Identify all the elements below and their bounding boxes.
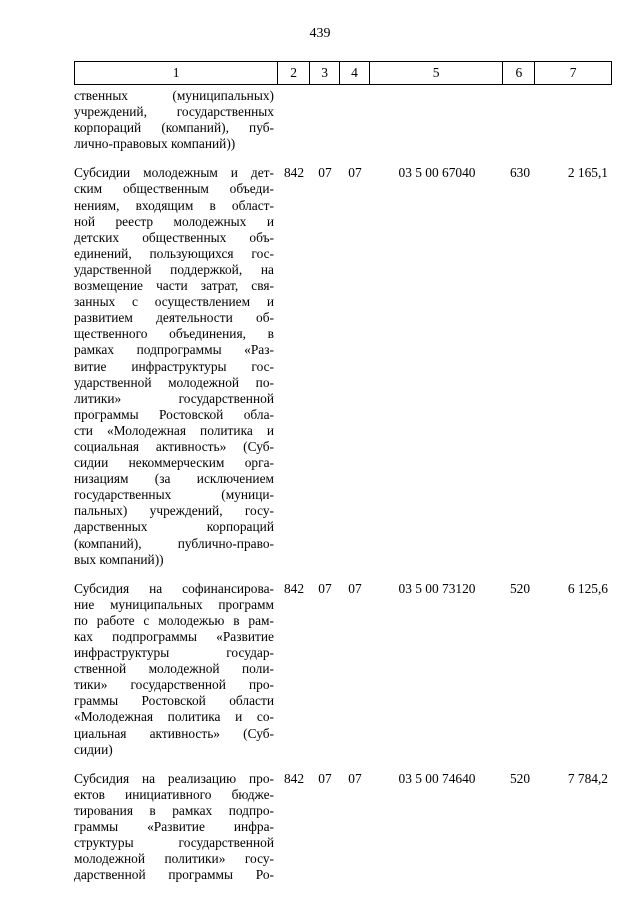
row-subsection-code (340, 88, 370, 152)
header-col-5: 5 (370, 62, 504, 84)
description-line: занных с осуществлением и (74, 294, 274, 310)
description-line: программы Ростовской обла- (74, 406, 274, 422)
row-description (74, 165, 278, 567)
row-target-code: 03 5 00 73120 (398, 580, 476, 596)
description-line: нениям, входящим в област- (74, 197, 274, 213)
row-expense-type: 520 (509, 770, 531, 786)
description-line: сти «Молодежная политика и (74, 422, 274, 438)
header-col-4: 4 (340, 62, 370, 84)
description-line: ским общественным объеди- (74, 181, 274, 197)
description-line: по работе с молодежью в рам- (74, 612, 274, 628)
description-line: ударственной молодежной по- (74, 374, 274, 390)
row-ministry-code (278, 88, 310, 152)
row-section-code: 07 (318, 580, 332, 596)
row-section-code: 07 (318, 165, 332, 181)
description-line: граммы «Развитие инфра- (74, 819, 274, 835)
header-col-2: 2 (278, 62, 310, 84)
description-line: пальных) учреждений, госу- (74, 503, 274, 519)
row-expense-type (504, 88, 536, 152)
description-line: ние муниципальных программ (74, 596, 274, 612)
description-line: витие инфраструктуры гос- (74, 358, 274, 374)
row-target-code: 03 5 00 74640 (398, 770, 476, 786)
description-line: вых компаний)) (74, 551, 164, 567)
row-section-code (310, 88, 340, 152)
table-row (74, 88, 612, 152)
description-line: структуры государственной (74, 835, 274, 851)
table-row (74, 771, 612, 884)
row-ministry-code: 842 (283, 770, 305, 786)
row-amount: 7 784,2 (567, 770, 608, 786)
description-line: (компаний), публично-право- (74, 535, 274, 551)
row-subsection-code: 07 (348, 770, 362, 786)
row-target-code (370, 88, 504, 152)
description-line: ектов инициативного бюдже- (74, 786, 274, 802)
description-line: циальная активность» (Суб- (74, 725, 274, 741)
description-line: развитием деятельности об- (74, 310, 274, 326)
header-col-6: 6 (503, 62, 535, 84)
row-target-code: 03 5 00 67040 (398, 165, 476, 181)
header-col-1: 1 (75, 62, 278, 84)
header-col-7: 7 (569, 65, 577, 80)
row-expense-type: 520 (509, 580, 531, 596)
description-line: сидии) (74, 741, 113, 757)
row-expense-type: 630 (509, 165, 531, 181)
description-line: «Молодежная политика и со- (74, 709, 274, 725)
description-line: тики» государственной про- (74, 677, 274, 693)
description-line: детских общественных объ- (74, 229, 274, 245)
table-row (74, 165, 612, 567)
description-line: дарственных корпораций (74, 519, 274, 535)
description-line: государственных (муници- (74, 487, 274, 503)
row-description (74, 88, 278, 152)
row-ministry-code: 842 (283, 165, 305, 181)
description-line: щественного объединения, в (74, 326, 274, 342)
description-line: дарственной программы Ро- (74, 867, 274, 883)
description-line: учреждений, государственных (74, 104, 274, 120)
header-col-3: 3 (310, 62, 340, 84)
description-line: лично-правовых компаний)) (74, 136, 236, 152)
row-section-code: 07 (318, 770, 332, 786)
description-line: единений, пользующихся гос- (74, 245, 274, 261)
description-line: литики» государственной (74, 390, 274, 406)
row-description (74, 581, 278, 758)
description-line: Субсидии молодежным и дет- (74, 165, 274, 181)
description-line: ной реестр молодежных и (74, 213, 274, 229)
table-body (74, 88, 612, 883)
description-line: низациям (за исключением (74, 471, 274, 487)
row-subsection-code: 07 (348, 580, 362, 596)
row-amount: 2 165,1 (567, 165, 608, 181)
description-line: ударственной поддержкой, на (74, 261, 274, 277)
description-line: ственной молодежной поли- (74, 661, 274, 677)
description-line: молодежной политики» госу- (74, 851, 274, 867)
table-row (74, 581, 612, 758)
description-line: инфраструктуры государ- (74, 645, 274, 661)
page-number: 439 (309, 26, 331, 41)
description-line: Субсидия на реализацию про- (74, 770, 274, 786)
description-line: граммы Ростовской области (74, 693, 274, 709)
row-amount: 6 125,6 (567, 580, 608, 596)
row-ministry-code: 842 (283, 580, 305, 596)
description-line: ственных (муниципальных) (74, 88, 274, 103)
description-line: рамках подпрограммы «Раз- (74, 342, 274, 358)
row-description (74, 771, 278, 884)
description-line: тирования в рамках подпро- (74, 802, 274, 818)
description-line: возмещение части затрат, свя- (74, 278, 274, 294)
row-subsection-code: 07 (348, 165, 362, 181)
description-line: корпораций (компаний), пуб- (74, 120, 274, 136)
description-line: Субсидия на софинансирова- (74, 580, 274, 596)
row-amount (536, 88, 612, 152)
description-line: сидии некоммерческим орга- (74, 455, 274, 471)
description-line: ках подпрограммы «Развитие (74, 629, 274, 644)
table-header (74, 61, 612, 85)
description-line: социальная активность» (Суб- (74, 438, 274, 454)
